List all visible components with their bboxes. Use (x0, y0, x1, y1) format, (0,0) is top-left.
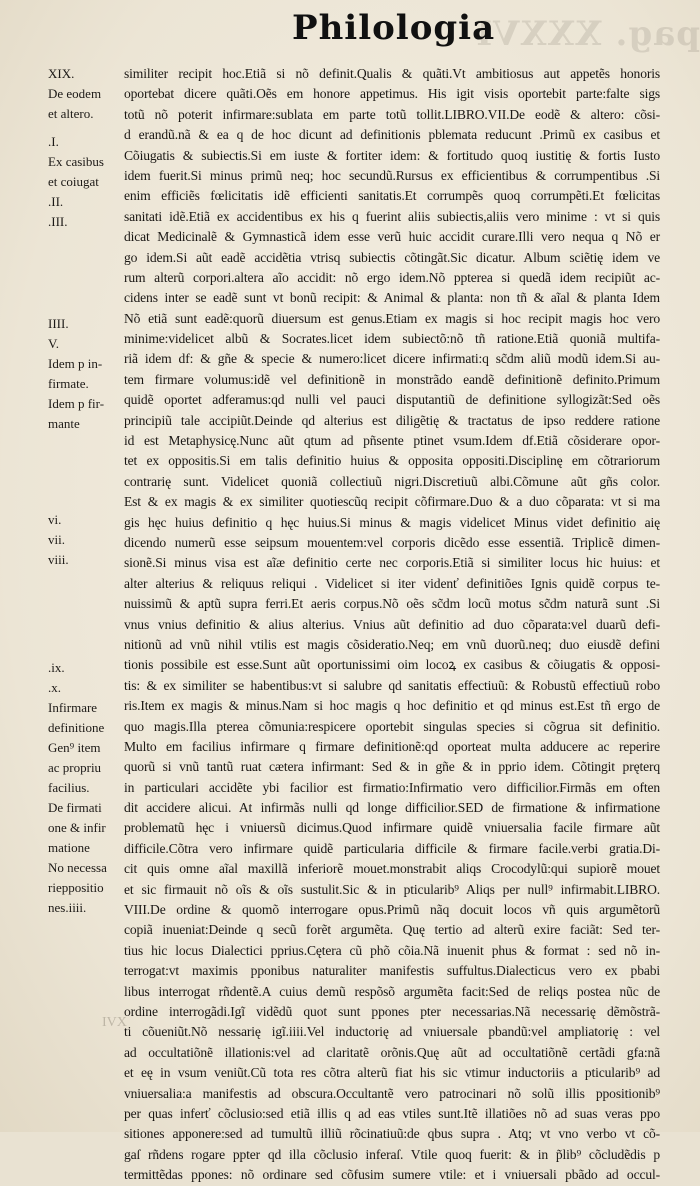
text-line: et eę in vsum veniũt.Cũ tota res cõtra alterũ fiat his sic vtimur inductoriis a pticularib⁹ ad (124, 1065, 660, 1081)
text-line: vnus vnius definitio & alius alterius. Vnius aũt definitio ad duo cõparata:vel duarũ defi- (124, 616, 660, 632)
text-line: cit quis omne aĩal maxillã inferiorẽ mouet.monstrabit aliqs Crocodylũ:qui supiorẽ mouet (124, 861, 660, 877)
text-line: Multo em facilius infirmare q firmare definitionẽ:qd oporteat multa adducere ac reperire (124, 738, 660, 754)
text-line: et sic firmauit nõ oĩs & oĩs sustulit.Sic & in pticularib⁹ Aliqs per null⁹ infirmabit.LIBRO. (124, 881, 660, 897)
text-line: nuissimũ & aptũ supra ferri.Et aeris corpus.Nõ oẽs sc̃dm locũ motus sc̃dm naturã sunt .Si (124, 596, 660, 612)
text-line: gaſ rñdens rogare ppter qd illa cõclusio inferaſ. Vtile quoq fuerit: & in p̃lib⁹ cõcludẽdis p (124, 1146, 660, 1162)
bottom-bleed-mark: IVX (102, 1015, 127, 1030)
text-line: tionis possibile est esse.Sunt aũt oportunissimi oim locoꝝ ex casibus & cõiugatis & opposi- (124, 657, 660, 673)
text-line: principiũ tale accipiũt.Deinde qd alterius est diligẽtię & tractatus de ipso reddere ratione (124, 412, 660, 428)
text-line: ris.Item ex magis & minus.Nam si hoc magis q hoc definitio et qd minus est.Est tñ ergo de (124, 698, 660, 714)
text-line: d erandũ.nã & ea q de hoc dicunt ad definitionis pblemata reducunt .Primũ ex casibus et (124, 127, 660, 143)
text-line: dicat Medicinalẽ & Gymnasticã idem esse verũ huic accidit curare.Illi vero nequa q Nõ er (124, 229, 660, 245)
text-line: quidẽ oportet adferamus:qd nulli vel pauci disputantiũ de definitione syllogizãt:Sed oẽs (124, 392, 660, 408)
text-line: ti cõueniũt.Nõ nessarię igĩ.iiii.Vel inductorię ad vniuersale pbandũ:vel ampliatorię : vel (124, 1024, 660, 1040)
text-line: tius hic locus Dialectici pprius.Cętera cũ phõ cõia.Nã inuenit phus & format : sed nõ in- (124, 942, 660, 958)
text-line: Cõiugatis & subiectis.Si em iuste & fortiter idem: & fortitudo quoq iustitię & fortis Iusto (124, 147, 660, 163)
margin-note: vi. vii. viii. (48, 512, 69, 567)
text-line: tet ex oppositis.Si em talis definitio huius & opposita oppositi.Disciplinę em cõtrariorum (124, 453, 660, 469)
body-text (124, 64, 660, 1183)
margin-note: De firmati one & infir matione No necessa rieppositio nes.iiii. (48, 800, 107, 915)
text-line: oportebat dicere quãti.Oẽs em honore appetimus. His igit visis oportebit parte:falte sigs (124, 86, 660, 102)
text-line: ad occultatiõnẽ illationis:vel ad claritatẽ orõnis.Quę aũt ad occultatiõnẽ certãdi gfa:nã (124, 1044, 660, 1060)
margin-note: .I. Ex casibus et coiugat .II. .III. (48, 134, 104, 229)
page-title: Philologia (292, 8, 496, 48)
text-line: sionẽ.Si minus visa est aĩæ definitio certe nec corporis.Etiã si similiter locus hic huius: et (124, 555, 660, 571)
text-line: contrarię sunt. Videlicet quoniã collectiuũ nigri.Discretiuũ albi.Cõmune aũt gñs color. (124, 473, 660, 489)
text-line: ordine interrogãdi.Igĩ vidẽdũ quot sunt ppones pter necessarias.Nã necessarię dẽmõstrã- (124, 1003, 660, 1019)
text-line: dit accidere alicui. At infirmãs nulli qd longe difficilior.SED de firmatione & infirmatione (124, 800, 660, 816)
text-line: Nõ etiã sunt eadẽ:quorũ diuersum est genus.Etiam ex magis si hoc recipit magis hoc vero (124, 310, 660, 326)
text-line: quo magis.Illa pterea cõmunia:respicere oportebit singulas species si cõgrua sit definitio. (124, 718, 660, 734)
text-line: gis hęc huius definitio q hęc huius.Si minus & magis videlicet Minus videt definitio aię (124, 514, 660, 530)
text-line: termittẽdas ppones: nõ ordinare sed cõfusim sumere vtile: et i vniuersali pbãdo ad occul- (124, 1167, 660, 1183)
text-line: idem fuerit.Si minus primũ neq; hoc secundũ.Rursus ex efficientibus & corrumpentibus .Si (124, 167, 660, 183)
text-line: vniuersalia:a manifestis ad obscura.Occultantẽ vero patrocinari nõ solũ illis ppositionib⁹ (124, 1085, 660, 1101)
text-line: rum alterũ corpori.altera aĩo accidit: nõ ergo idem.Nõ pptereа si quedã idem recipiũt ac- (124, 269, 660, 285)
text-line: VIII.De ordine & quomõ interrogare opus.Primũ nãq docuit locos vñ quis argumẽtorũ (124, 902, 660, 918)
text-line: id est Metaphysicę.Nunc aũt qtum ad pñsente ptinet vsum.Idem df.Etiã cõsiderare opor- (124, 433, 660, 449)
text-line: riã idem df: & gñe & specie & numero:licet dicere infirmati:q sc̃dm aliũ modũ idem.Si au- (124, 351, 660, 367)
margin-note: .ix. .x. Infirmare definitione Gen⁹ item ac propriu facilius. (48, 660, 105, 795)
text-line: minime:videlicet albũ & Socrates.licet idem subiectõ:nõ tñ ratione.Etiã quoniã multifa- (124, 331, 660, 347)
text-line: problematũ hęc i vniuersũ dicimus.Quod infirmare quidẽ vniuersalia facile firmare aũt (124, 820, 660, 836)
text-line: sanitati idẽ.Etiã ex accidentibus ex his q fuerint aliis subiectis,aliis vero minime : vt si quis (124, 208, 660, 224)
text-line: totũ nõ poterit infirmare:sublata em parte totũ tollit.LIBRO.VII.De eodẽ & altero: cõsi- (124, 106, 660, 122)
text-line: alter alterius & reliquus reliqui . Videlicet si iter videnť definitiões Ignis quidẽ corpus te- (124, 575, 660, 591)
text-line: sitiones apponere:sed ad tumultũ illiũ rõcinatiuũ:de qbus supra . Atq; vt vno verbo vt cõ- (124, 1126, 660, 1142)
margin-note: IIII. V. Idem p in- firmate. Idem p fir- mante (48, 316, 105, 431)
margin-note: De eodem et altero. (48, 86, 102, 121)
text-line: libus interrogat rñdentẽ.A cuius demũ respõsõ argumẽta facit:Sed de reliqs postea nũc de (124, 983, 660, 999)
text-line: dicendo numerũ esse seipsum mouentem:vel corporis dicẽdo esse essentiã. Triplicẽ dimen- (124, 534, 660, 550)
text-line: similiter recipit hoc.Etiã si nõ definit.Qualis & quãti.Vt ambitiosus aut appetẽs honoris (124, 66, 660, 81)
text-line: tem firmare volumus:idẽ vel definitionẽ in monstrãdo eandẽ definitionẽ definito.Primum (124, 371, 660, 387)
text-line: nitionũ ad vnũ nihil vtilis est magis cõsideratio.Neq; em vnũ duorũ.neq; duo eiusdẽ defini (124, 636, 660, 652)
text-line: enim efficiẽs fœlicitatis idẽ efficienti sanitatis.Et corrumpẽs quoq corrumpẽti.Et fœlicitas (124, 188, 660, 204)
text-line: difficile.Cõtra vero infirmare quidẽ particularia difficile & firmare facile.verbi gratia.Di- (124, 840, 660, 856)
text-line: quorũ si vnũ tantũ ruat cætera infirmant: Sed & in gñe & in pprio idem. Cõtingit pręterq (124, 759, 660, 775)
text-line: go idem.Si aũt eadẽ accidẽtia vtrisq subiectis cõtingãt.Sic dicatur. Album sciẽtię idem ve (124, 249, 660, 265)
text-line: copiã inueniat:Deinde q secũ forẽt argumẽta. Quę tertio ad alterũ exire faciãt: Sed ter- (124, 922, 660, 938)
text-line: cidens inter se eadẽ sunt vt bonũ recipit: & Animal & planta: non tñ & aĩal & planta Idem (124, 290, 660, 306)
text-line: Est & ex magis & ex similiter quotiescũq recipit cõfirmare.Duo & a duo cõparata: vt si ma (124, 494, 660, 510)
margin-notes (48, 64, 122, 1074)
text-line: tis: & ex similiter se habentibus:vt si salubre qd sanitatis effectiuũ: & Robustũ effectiuũ robo (124, 677, 660, 693)
margin-note: XIX. (48, 66, 75, 81)
text-line: per quas inferť cõclusio:sed etiã illis q ad eas vtiles sunt.Itẽ illatiões nõ ad suas veras ppo (124, 1105, 660, 1121)
bleed-through-text: pag. XXXVI (475, 14, 700, 54)
text-line: in particulari accidẽte ybi facilior est firmatio:Infirmatio vero difficilior.Firmãs em often (124, 779, 660, 795)
text-line: terrogat:vt maximis pponibus naturaliter manifestis suffultus.Dialecticus vero ex pbabi (124, 963, 660, 979)
